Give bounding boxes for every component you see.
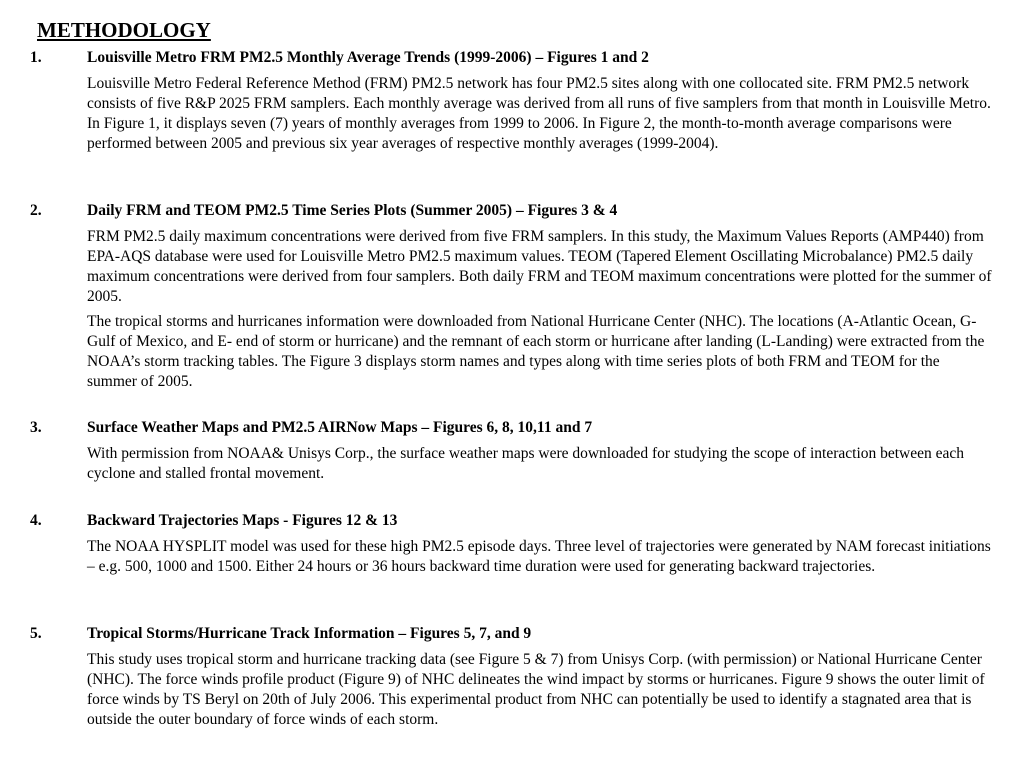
section-title: Surface Weather Maps and PM2.5 AIRNow Maps – Figures 6, 8, 10,11 and 7 <box>87 419 593 436</box>
section-paragraph: This study uses tropical storm and hurricane tracking data (see Figure 5 & 7) from Unisys Corp. (with permission) or National Hurricane Center (NHC). The force winds profile product (Figure 9) of NHC delineates the wind impact by storms or hurricanes. Figure 9 shows the outer limit of force winds by TS Beryl on 20th of July 2006. This experimental product from NHC can potentially be used to identify a stagnated area that is outside the outer boundary of force winds of each storm. <box>87 651 985 728</box>
section-paragraph: Louisville Metro Federal Reference Method (FRM) PM2.5 network has four PM2.5 sites along with one collocated site. FRM PM2.5 network consists of five R&P 2025 FRM samplers. Each monthly average was derived from all runs of five samplers from that month in Louisville Metro. In Figure 1, it displays seven (7) years of monthly averages from 1999 to 2006. In Figure 2, the month-to-month average comparisons were performed between 2005 and previous six year averages of respective monthly averages (1999-2004). <box>87 75 991 152</box>
section-number: 2. <box>30 202 42 219</box>
section-number: 1. <box>30 49 42 66</box>
section-heading <box>0 624 1024 644</box>
page-title: METHODOLOGY <box>37 18 211 42</box>
section-paragraph: With permission from NOAA& Unisys Corp., the surface weather maps were downloaded for studying the scope of interaction between each cyclone and stalled frontal movement. <box>87 445 965 482</box>
methodology-section-2 <box>0 201 1024 392</box>
section-number: 3. <box>30 419 42 436</box>
methodology-section-1 <box>0 48 1024 154</box>
section-heading <box>0 511 1024 531</box>
section-heading <box>0 48 1024 68</box>
section-paragraph: The tropical storms and hurricanes information were downloaded from National Hurricane Center (NHC). The locations (A-Atlantic Ocean, G- Gulf of Mexico, and E- end of storm or hurricane) and the remnant of each storm or hurricane after landing (L-Landing) were extracted from the NOAA’s storm tracking tables. The Figure 3 displays storm names and types along with time series plots of both FRM and TEOM for the summer of 2005. <box>87 313 985 390</box>
methodology-section-4 <box>0 511 1024 577</box>
section-title: Daily FRM and TEOM PM2.5 Time Series Plots (Summer 2005) – Figures 3 & 4 <box>87 202 618 219</box>
section-title: Louisville Metro FRM PM2.5 Monthly Average Trends (1999-2006) – Figures 1 and 2 <box>87 49 649 66</box>
section-heading <box>0 201 1024 221</box>
methodology-section-3 <box>0 418 1024 484</box>
section-paragraph: FRM PM2.5 daily maximum concentrations were derived from five FRM samplers. In this study, the Maximum Values Reports (AMP440) from EPA-AQS database were used for Louisville Metro PM2.5 maximum values. TEOM (Tapered Element Oscillating Microbalance) PM2.5 daily maximum concentrations were derived from four samplers. Both daily FRM and TEOM maximum concentrations were plotted for the summer of 2005. <box>87 228 992 305</box>
methodology-section-5 <box>0 624 1024 730</box>
section-paragraph: The NOAA HYSPLIT model was used for these high PM2.5 episode days. Three level of trajectories were generated by NAM forecast initiations – e.g. 500, 1000 and 1500. Either 24 hours or 36 hours backward time duration were used for generating backward trajectories. <box>87 538 991 575</box>
section-number: 4. <box>30 512 42 529</box>
section-number: 5. <box>30 625 42 642</box>
section-title: Tropical Storms/Hurricane Track Information – Figures 5, 7, and 9 <box>87 625 532 642</box>
section-title: Backward Trajectories Maps - Figures 12 & 13 <box>87 512 398 529</box>
section-heading <box>0 418 1024 438</box>
